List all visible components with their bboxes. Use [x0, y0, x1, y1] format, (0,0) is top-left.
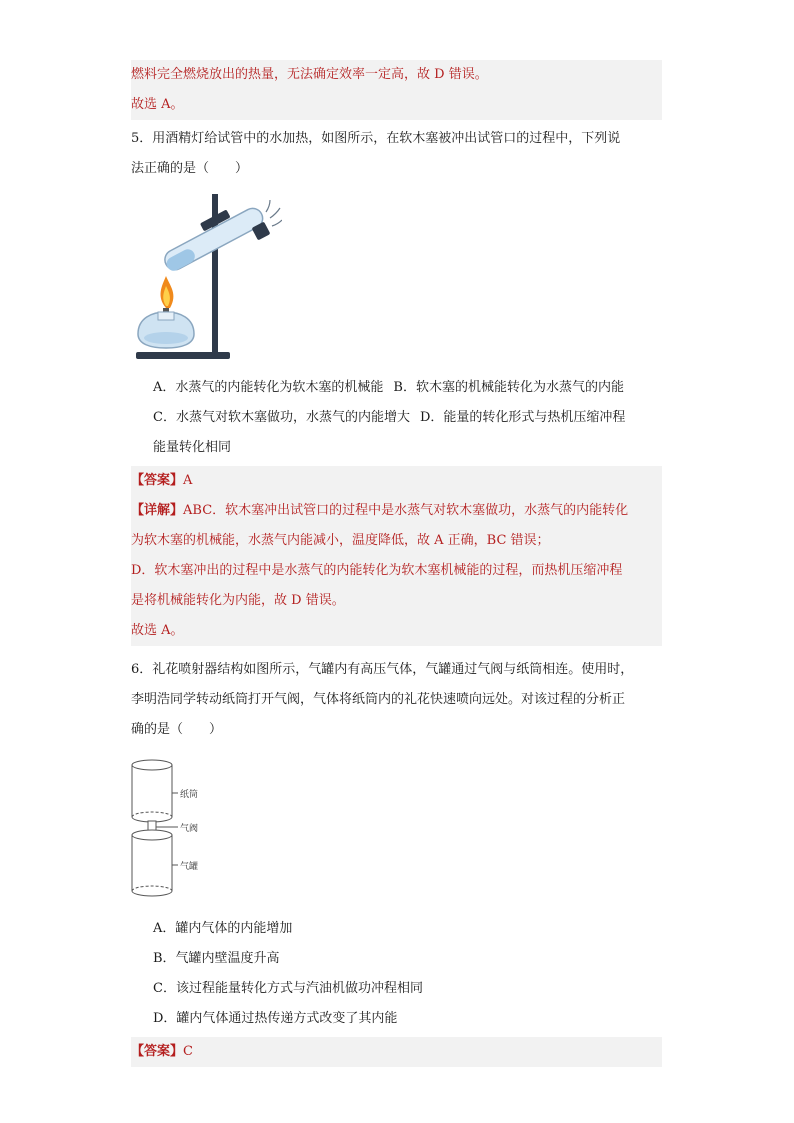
q5-options-row-cd	[131, 403, 662, 433]
q6-answer-block	[131, 1037, 662, 1067]
prev-explanation-line: 燃料完全燃烧放出的热量，无法确定效率一定高，故 D 错误。	[131, 67, 488, 82]
q6-stem-line: 6．礼花喷射器结构如图所示，气罐内有高压气体，气罐通过气阀与纸筒相连。使用时，	[131, 662, 634, 677]
q5-detail-line: 【详解】ABC．软木塞冲出试管口的过程中是水蒸气对软木塞做功，水蒸气的内能转化	[131, 503, 629, 518]
q5-detail-line: 是将机械能转化为内能，故 D 错误。	[131, 593, 345, 608]
q6-figure-launcher	[128, 757, 228, 903]
q5-options-row-ab	[131, 373, 662, 403]
q5-stem-line: 5．用酒精灯给试管中的水加热，如图所示，在软木塞被冲出试管口的过程中，下列说	[131, 131, 621, 146]
steam-lines	[266, 200, 282, 226]
q5-stem	[131, 124, 662, 184]
q6-stem-line: 确的是（ ）	[131, 722, 223, 737]
q5-option-d: D．能量的转化形式与热机压缩冲程	[419, 410, 626, 425]
answer-tag: 【答案】	[131, 473, 184, 488]
q5-answer-value: A	[183, 473, 193, 488]
q5-answer	[131, 466, 662, 496]
detail-tag: 【详解】	[131, 503, 184, 518]
q6-option-c: C．该过程能量转化方式与汽油机做功冲程相同	[153, 981, 423, 996]
q5-option-b: B．软木塞的机械能转化为水蒸气的内能	[393, 380, 624, 395]
q6-stem-line: 李明浩同学转动纸筒打开气阀，气体将纸筒内的礼花快速喷向远处。对该过程的分析正	[131, 692, 626, 707]
q5-detail-line: D．软木塞冲出的过程中是水蒸气的内能转化为软木塞机械能的过程，而热机压缩冲程	[131, 563, 623, 578]
q5-answer-block	[131, 466, 662, 646]
q6-option-a: A．罐内气体的内能增加	[153, 921, 293, 936]
label-valve: 气阀	[180, 824, 199, 834]
q5-figure-alcohol-lamp	[132, 190, 282, 366]
q6-answer-value: C	[183, 1044, 193, 1059]
label-paper-tube: 纸筒	[180, 790, 199, 800]
q6-option-b: B．气罐内壁温度升高	[153, 951, 280, 966]
prev-explanation-block	[131, 60, 662, 120]
q5-conclusion: 故选 A。	[131, 623, 184, 638]
q5-option-d-continued: 能量转化相同	[153, 440, 232, 455]
q5-option-a: A．水蒸气的内能转化为软木塞的机械能	[153, 380, 384, 395]
answer-tag: 【答案】	[131, 1044, 184, 1059]
q6-options	[131, 914, 662, 1034]
q6-answer	[131, 1037, 662, 1067]
q5-detail-line: 为软木塞的机械能，水蒸气内能减小，温度降低，故 A 正确，BC 错误；	[131, 533, 550, 548]
q5-stem-line: 法正确的是（ ）	[131, 161, 249, 176]
prev-conclusion: 故选 A。	[131, 97, 184, 112]
label-gas-tank: 气罐	[180, 862, 199, 872]
q6-stem	[131, 655, 662, 745]
q5-option-c: C．水蒸气对软木塞做功，水蒸气的内能增大	[153, 410, 410, 425]
q5-options	[131, 373, 662, 463]
q6-option-d: D．罐内气体通过热传递方式改变了其内能	[153, 1011, 398, 1026]
